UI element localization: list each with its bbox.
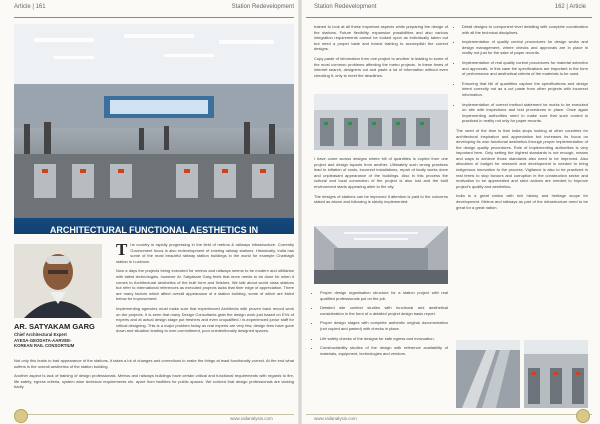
page-gutter: [298, 0, 302, 424]
bullet-item: • Detailed site context studies with functional and aesthetical consideration in the form of a detailed project design basis report.: [320, 305, 448, 316]
article-title-line-1: ARCHITECTURAL FUNCTIONAL AESTHETICS IN: [49, 225, 259, 234]
header-article-number-right: 162 | Article: [554, 4, 586, 10]
hero-image-metro-platform: [14, 24, 294, 234]
bullet-item: • Detail designs to component level detailing with complete coordination with all the technical disciplines.: [462, 24, 588, 35]
col2-paragraph-1: trained to look at all these important aspects while preparing the design of the stations. Future flexibility, expansion possibilities and also various integration requirements cannot be looked upon as individually taken out but need a proper taste and formal training to accomplish the correct designs.: [314, 24, 448, 52]
author-name: AR. SATYAKAM GARG: [14, 322, 95, 331]
col2-paragraph-2: Copy paste of information from one project to another is leading to some of the most common problems affecting the metro projects. In these times of internet search, designers cut and paste a lot of information without even checking it, only to meet the deadlines.: [314, 55, 448, 78]
col2-paragraph-3: I have come across designs where bill of quantities is copied from one project and design layouts from another. Ultimately such wrong practices lead to inflation of costs, incorrect installations, repair of faulty works done and unpleasant appearance of the buildings. Also in this process the cultural and local connection of the project is also lost and the built environment starts appearing alien to the city.: [314, 156, 448, 189]
right-page: [300, 0, 600, 424]
col2-paragraph-4: The designs of stations can be improved if attention is paid to the concerns stated as above and following is strictly implemented:: [314, 193, 448, 205]
footer-url: www.railanalysis.com: [230, 416, 273, 421]
closing-paragraph-need: The need of the time is that India stops looking at other countries for architectural inspiration and appreciation but increases its focus on developing its own functional aesthetics through proper implementation of the design quality procedures. Role of Implementing authorities is very important here. Only setting the highest standards is not enough, means and ways to achieve those standards also need to be improved. Also allocation of budget for research and development is needed to bring indigenous innovation to the process. Vigilance is also to be practiced in real terms to stop favours and corruption in the construction sector and motivation to be appreciated and strict actions are needed to improve project's quality and aesthetics.: [456, 127, 588, 189]
bullet-item: • Implementation of quality control procedures for design works and design management, where checks and approvals are in place in reality not just for the sake of paper records.: [462, 39, 588, 56]
article-body-bottom: [14, 358, 294, 394]
footer-rule: [14, 414, 294, 415]
author-role-line-3: KOREAN RAIL CONSORTIUM: [14, 343, 75, 349]
bullet-item: • Life safety checks of the designs for safe egress and evacuation.: [320, 336, 448, 342]
drop-cap: T: [116, 240, 128, 259]
author-role: [14, 332, 104, 349]
publication-badge-icon: [14, 409, 28, 423]
footer-url-right: www.railanalysis.com: [314, 416, 357, 421]
author-role-line-2: AYESA-GEODATA-AARVEE-: [14, 337, 72, 343]
bullet-item: • Proper design stages with complete authentic original documentation (not copied and pasted) with checks in place.: [320, 320, 448, 331]
station-concourse-illustration: [314, 226, 448, 284]
header-section-title: Station Redevelopment: [231, 4, 294, 10]
author-photo: [14, 244, 102, 318]
article-body-column-2: [314, 24, 448, 82]
photo-ticket-gates: [314, 94, 448, 150]
header-article-number: Article | 161: [14, 4, 46, 10]
article-body-column-1: [116, 242, 294, 338]
body-paragraph-3: Implementing agencies must make sure that experienced Architects with proven track record work on the projects. It is seen that many Design Consultants grab the design work just based on EVs of experts and at actual design stage put freshers and even unqualified / in-experienced junior staff for critical designing. This is a major problem today as real experts are very few, design fees have gone down and situation leading to over-commitment, poor unintentionally designed spaces.: [116, 305, 294, 334]
intro-paragraph: The country is rapidly progressing in the field of metros & railways infrastructure. Currently Government focus is also redevelopment of existing railway stations. Historically, India has some of the most beautiful railway station buildings in the world for example Charbagh station in Lucknow.: [116, 240, 294, 264]
article-body-column-2b: [314, 156, 448, 209]
bullet-item: • Constructability studies of the design with reference availability of materials, equipment, technologies and vendors.: [320, 345, 448, 356]
bullet-list-left: [314, 290, 448, 360]
author-portrait-icon: [14, 244, 102, 318]
body-paragraph-4: Not only this leads to bad appearance of the stations, it takes a lot of changes and corrections to make the things at least functionally correct. At the end what suffers is the overall aesthetics of the station building.: [14, 358, 294, 369]
closing-paragraph-final: India is a great nation with rich history and heritage scope for development. Metros and railways as part of the infrastructure need to be great for a great nation.: [456, 193, 588, 210]
publication-badge-icon-right: [576, 409, 590, 423]
bullet-item: • Implementation of real quality control procedures for material selection and approvals. In this case the specifications are important in the form of performance and aesthetical criteria of the materials to be used.: [462, 60, 588, 77]
photo-fare-gates: [524, 340, 588, 408]
metro-platform-illustration: [14, 24, 294, 234]
article-body-column-3: [456, 24, 588, 214]
body-paragraph-2: Now a days the projects being executed for metros and railways seems to be modern and utilitarian with latest technologies, however Ar. Satyakam Garg feels that more needs to be done for when it comes to Architectural aesthetics of the built form and finishes. We talk about world class stations but refer to international references as executed projects lacks that finer edge of appreciation. There are many factors which affect overall appearance of a station building, some of which are listed below for improvement.: [116, 268, 294, 302]
fare-gates-illustration: [524, 340, 588, 408]
bullet-item: • Proper design organisation structure for a station project with real qualified professionals put on the job.: [320, 290, 448, 301]
bullet-item: • Implementation of correct method statement for works to be executed on site with inspections and test procedures in place. Once again Implementing authorities need to make sure that such control is practiced in reality not only for paper records.: [462, 102, 588, 124]
body-paragraph-5: Another aspect is lack of training of design professionals. Metros and railways buildings have certain critical and functional requirements with regards to fire, life safety, egress criteria, system wise technical requirements etc. apart from facilities for public spaces. We noticed that design professionals are lacking badly: [14, 373, 294, 390]
header-rule: [14, 17, 294, 18]
header-section-title-right: Station Redevelopment: [314, 4, 377, 10]
author-role-line-1: Chief Architectural Expert: [14, 332, 67, 337]
escalator-illustration: [456, 340, 520, 408]
photo-escalator: [456, 340, 520, 408]
bullet-item: • Ensuring that bill of quantities capture the specifications and design intent correctly not as a cut paste from other projects with incorrect information.: [462, 81, 588, 98]
ticket-gates-illustration: [314, 94, 448, 150]
photo-station-concourse: [314, 226, 448, 284]
header-rule-right: [306, 17, 592, 18]
article-title: [14, 218, 294, 234]
footer-rule-right: [306, 414, 592, 415]
